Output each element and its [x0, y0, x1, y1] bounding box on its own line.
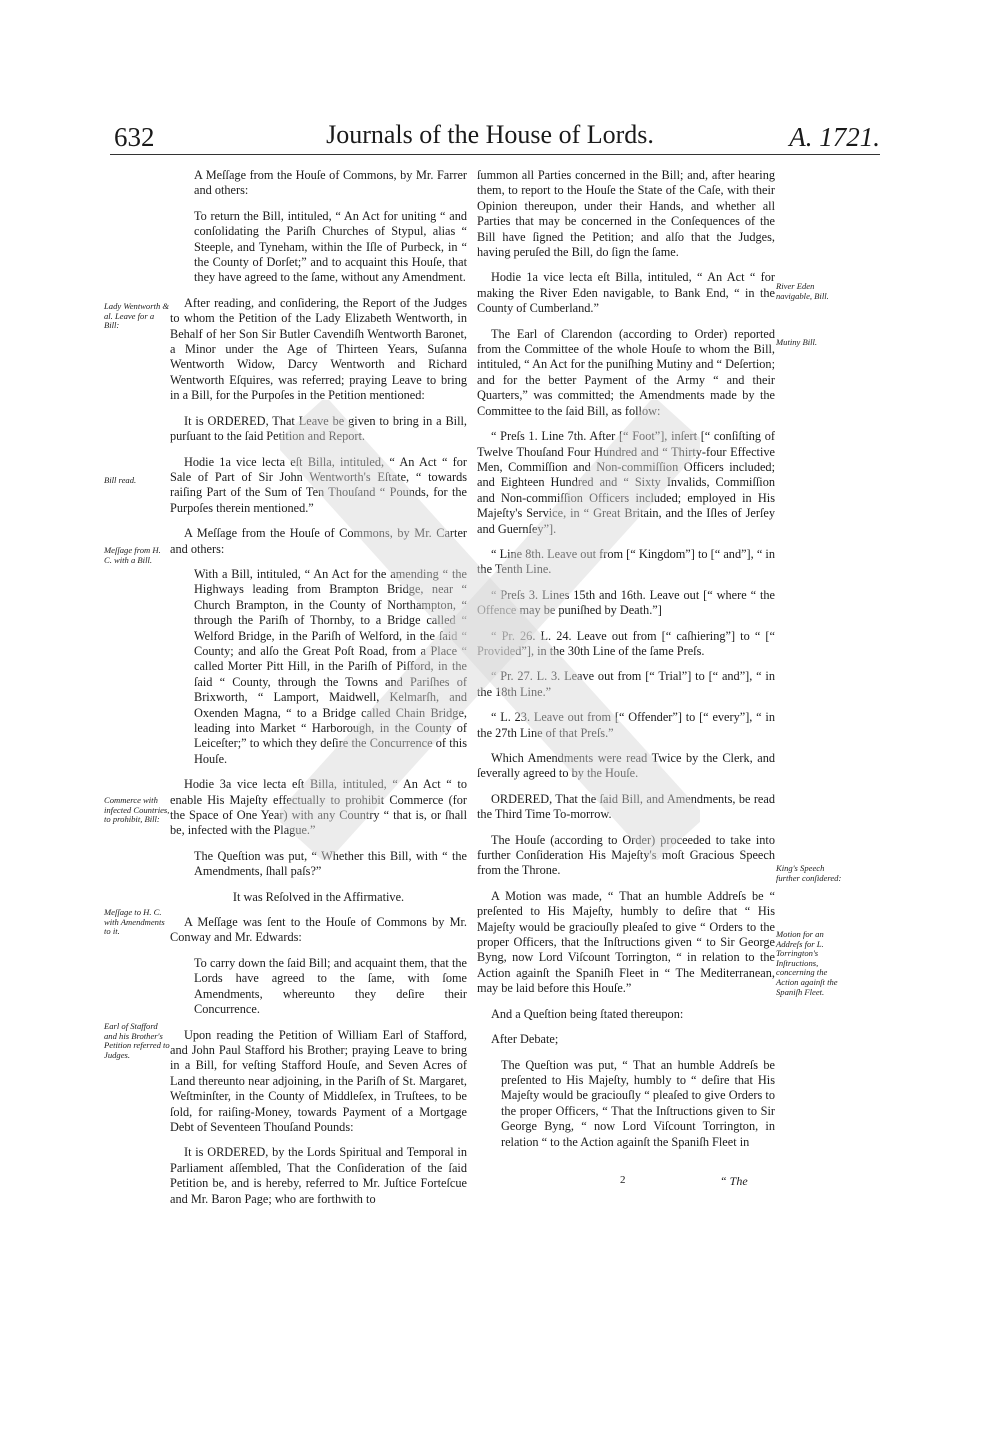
paragraph: A Meſſage from the Houſe of Commons, by Mr. Farrer and others: [194, 168, 467, 198]
paragraph: “ Pr. 27. L. 3. Leave out from [“ Trial”] to [“ and”], “ in the 18th Line.” [477, 669, 775, 699]
paragraph: Hodie 1a vice lecta eſt Billa, intituled, “ An Act “ for Sale of Part of Sir John Wentworth's Eſtate, “ towards raiſing Part of the Sum of Ten Thouſand “ Pounds, for the Purpoſes therein mentioned.” [170, 454, 467, 515]
paragraph: The Queſtion was put, “ That an humble Addreſs be preſented to His Majeſty, humbly to “ deſire that His Majeſty would be graciouſly “ pleaſed to give Orders to the proper Officers, “ That the Inſtructions given to Sir George Byng, “ now Lord Viſcount Torrington, in relation “ to the Action againſt the Spaniſh Fleet in [501, 1057, 775, 1149]
paragraph: After Debate; [491, 1032, 559, 1047]
paragraph: And a Queſtion being ſtated thereupon: [491, 1006, 684, 1021]
margin-note: Earl of Stafford and his Brother's Petition referred to Judges. [104, 1021, 170, 1060]
paragraph: After reading, and conſidering, the Report of the Judges to whom the Petition of the Lady Elizabeth Wentworth, in Behalf of her Son Sir Butler Cavendiſh Wentworth Baronet, a Minor under the Age of Thirteen Years, Suſanna Wentworth Widow, Darcy Wentworth and Richard Wentworth Eſquires, was referred; praying Leave to bring in a Bill, for the Purpoſes in the Petition mentioned: [170, 295, 467, 403]
margin-note: River Eden navigable, Bill. [776, 281, 829, 301]
paragraph: “ Line 8th. Leave out from [“ Kingdom”] to [“ and”], “ in the Tenth Line. [477, 546, 775, 577]
paragraph: The Queſtion was put, “ Whether this Bill, with “ the Amendments, ſhall paſs?” [194, 848, 467, 879]
paragraph: The Earl of Clarendon (according to Order) reported from the Committee of the whole Houſe to whom the Bill, intituled, “ An Act for the puniſhing Mutiny and “ Deſertion; and for the better Payment of the Army “ and their Quarters,” was committed; the Amendments made by the Committee to the ſaid Bill, as follow: [477, 326, 775, 418]
paragraph: To carry down the ſaid Bill; and acquaint them, that the Lords have agreed to the ſame, with ſome Amendments, whereunto they deſire their Concurrence. [194, 955, 467, 1017]
margin-note: King's Speech further conſidered: [776, 863, 842, 883]
paragraph: “ L. 23. Leave out from [“ Offender”] to [“ every”], “ in the 27th Line of that Preſs.” [477, 710, 775, 740]
paragraph: Upon reading the Petition of William Earl of Stafford, and John Paul Stafford his Brother; praying Leave to bring in a Bill, for veſting Stafford Houſe, and Seven Acres of Land thereunto near adjoining, in the Pariſh of St. Margaret, Weſtminſter, in the County of Middleſex, in Truſtees, to be ſold, for raiſing-Money, towards Payment of a Mortgage Debt of Seventeen Thouſand Pounds: [170, 1027, 467, 1134]
paragraph: Hodie 1a vice lecta eſt Billa, intituled, “ An Act “ for making the River Eden navigable, to Bank End, “ in the County of Cumberland.” [477, 270, 775, 316]
paragraph: “ Pr. 26. L. 24. Leave out from [“ caſhiering”] to “ [“ Provided”], in the 30th Line of the ſame Preſs. [477, 628, 775, 658]
year-label: A. 1721. [789, 122, 880, 152]
running-title: Journals of the House of Lords. [326, 120, 654, 149]
paragraph: ORDERED, That the ſaid Bill, and Amendments, be read the Third Time To-morrow. [477, 791, 775, 822]
page-number: 632 [114, 122, 155, 152]
margin-note: Meſſage from H. C. with a Bill. [104, 545, 161, 565]
paragraph: A Meſſage from the Houſe of Commons, by Mr. Carter and others: [170, 526, 467, 556]
paragraph: ſummon all Parties concerned in the Bill; and, after hearing them, to report to the Houſe the State of the Caſe, with their Opinion thereupon, under their Hands, and whether all Parties that may be concerned in the Conſequences of the Bill have ſigned the Petition; and alſo that the Judges, having peruſed the Bill, do ſign the ſame. [477, 168, 775, 260]
catchword: “ The [720, 1174, 748, 1188]
paragraph: It is ORDERED, That Leave be given to bring in a Bill, purſuant to the ſaid Petition and Report. [170, 413, 467, 444]
right-column [477, 168, 775, 1160]
margin-note: Bill read. [104, 475, 137, 485]
running-header [100, 118, 880, 158]
margin-note: Mutiny Bill. [776, 337, 818, 347]
paragraph: With a Bill, intituled, “ An Act for the amending “ the Highways leading from Brampton Bridge, near “ Church Brampton, in the County of Northampton, “ through the Pariſh of Thornby, to a Bridge called “ Welford Bridge, in the Pariſh of Welford, in the ſaid “ County; and alſo the Great Poſt Road, from a Place “ called Morter Pitt Hill, in the Pariſh of Piſford, in the ſaid “ County, through the Towns and Pariſhes of Brixworth, “ Lamport, Maidwell, Kelmarſh, and Oxenden Magna, “ to a Bridge called Chain Bridge, leading into Market “ Harborough, in the County of Leiceſter;” to which they deſire the Concurrence of this Houſe. [194, 566, 467, 766]
paragraph: A Motion was made, “ That an humble Addreſs be “ preſented to His Majeſty, humbly to deſire that “ His Majeſty would be graciouſly pleaſed to give “ Orders to the proper Officers, that the Inſtructions given “ to Sir George Byng, now Lord Viſcount Torrington, “ in relation to the Action againſt the Spaniſh Fleet in “ The Mediterranean, may be laid before this Houſe.” [477, 888, 775, 996]
paragraph: “ Preſs 1. Line 7th. After [“ Foot”], inſert [“ conſiſting of Twelve Thouſand Four Hundred and “ Thirty-four Effective Men, Commiſſion and Non-commiſſion Officers included; and Eighteen Hundred and “ Sixty Invalids, Commiſſion and Non-commiſſion Officers included; employed in His Majeſty's Service, in “ Great Britain, and the Iſles of Jerſey and Guernſey”]. [477, 429, 775, 536]
signature-mark: 2 [620, 1174, 626, 1186]
paragraph: Hodie 3a vice lecta eſt Billa, intituled, “ An Act “ to enable His Majeſty effectually to prohibit Commerce (for the Space of One Year) with any Country “ that is, or ſhall be, infected with the Plague.” [170, 777, 467, 838]
margin-note: Commerce with infected Countries, to prohibit, Bill: [104, 795, 170, 825]
paragraph: A Meſſage was ſent to the Houſe of Commons by Mr. Conway and Mr. Edwards: [170, 915, 467, 945]
paragraph: “ Preſs 3. Lines 15th and 16th. Leave out [“ where “ the Offence may be puniſhed by Death.”] [477, 587, 775, 618]
margin-note: Lady Wentworth & al. Leave for a Bill: [104, 301, 170, 331]
paragraph: It was Reſolved in the Affirmative. [232, 889, 405, 904]
paragraph: To return the Bill, intituled, “ An Act for uniting “ and conſolidating the Pariſh Churches of Stypul, alias “ Steeple, and Tyneham, within the Iſle of Purbeck, in “ the County of Dorſet;” and to acquaint this Houſe, that they have agreed to the ſame, without any Amendment. [194, 208, 467, 285]
left-column [170, 168, 467, 1217]
paragraph: It is ORDERED, by the Lords Spiritual and Temporal in Parliament aſſembled, That the Conſideration of the ſaid Petition be, and is hereby, referred to Mr. Juſtice Forteſcue and Mr. Baron Page; who are forthwith to [170, 1145, 467, 1206]
paragraph: Which Amendments were read Twice by the Clerk, and ſeverally agreed to by the Houſe. [477, 751, 775, 781]
header-rule [110, 154, 880, 155]
margin-note: Motion for an Addreſs for L. Torrington's Inſtructions, concerning the Action againſt the Spaniſh Fleet. [776, 929, 838, 997]
paragraph: The Houſe (according to Order) proceeded to take into further Conſideration His Majeſty's moſt Gracious Speech from the Throne. [477, 832, 775, 878]
margin-note: Meſſage to H. C. with Amendments to it. [104, 907, 165, 937]
